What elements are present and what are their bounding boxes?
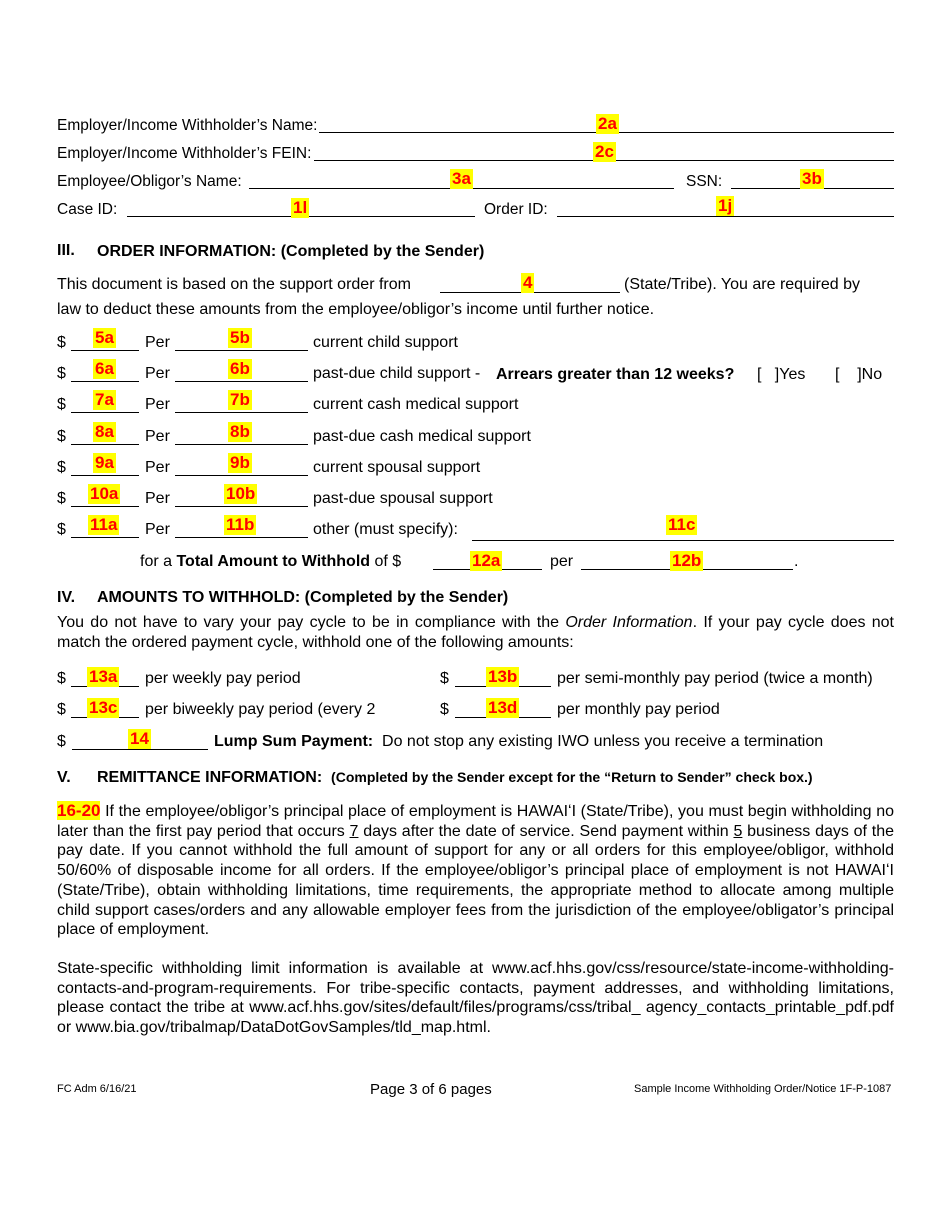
order-row-period-field[interactable] <box>175 412 308 413</box>
biweekly-dollar: $ <box>57 701 66 718</box>
arrears-question-text: Arrears greater than 12 weeks? <box>496 366 735 383</box>
total-period-code: 12b <box>672 551 702 570</box>
biweekly-code: 13c <box>89 698 118 717</box>
order-row-dollar: $ <box>57 365 66 382</box>
arrears-question <box>496 366 734 384</box>
order-row-description: current child support <box>313 334 458 351</box>
total-bold: Total Amount to Withhold <box>176 553 371 570</box>
section5-paragraph2: State-specific withholding limit information is available at www.acf.hhs.gov/css/resource/state-income-withholding-contacts-and-program-requirements. For tribe-specific contacts, payment addresses, and withholding limitations, please contact the tribe at www.acf.hhs.gov/sites/default/files/programs/css/tribal_ agency_contacts_printable_pdf.pdf or www.bia.gov/tribalmap/DataDotGovSamples/tld_map.html. <box>57 960 894 1037</box>
biweekly-text: per biweekly pay period (every 2 <box>145 701 376 718</box>
other-specify-code: 11c <box>668 515 696 534</box>
lump-dollar: $ <box>57 733 66 750</box>
footer-left: FC Adm 6/16/21 <box>57 1083 137 1095</box>
arrears-yes-checkbox[interactable]: [ ]Yes <box>757 366 806 383</box>
order-row-description: current spousal support <box>313 459 481 476</box>
order-row-per: Per <box>145 490 170 507</box>
monthly-code: 13d <box>488 698 518 717</box>
lump-field[interactable] <box>72 749 208 750</box>
lump-bold: Lump Sum Payment: <box>214 733 374 750</box>
order-row-period-code: 9b <box>230 453 250 472</box>
employee-name-label: Employee/Obligor’s Name: <box>57 173 242 190</box>
case-id-code: 1l <box>293 198 308 217</box>
semimonthly-code: 13b <box>488 667 518 686</box>
order-row-description: other (must specify): <box>313 521 458 538</box>
order-row-amount-field[interactable] <box>71 444 139 445</box>
order-row-dollar: $ <box>57 396 66 413</box>
order-row-dollar: $ <box>57 490 66 507</box>
other-specify-field[interactable] <box>472 540 894 541</box>
section5-p1-days: 7 <box>349 822 359 840</box>
order-row-period-field[interactable] <box>175 381 308 382</box>
section3-intro-line1 <box>57 276 411 294</box>
section5-p1-c: business days of the pay date. If you cannot withhold the full amount of support for any or all orders for this employee/obligor, withhold 50/60% of disposable income for all orders. If the employee/obligor’s principal place of employment is not HAWAIʻI (State/Tribe), obtain withholding limitations, time requirements, the appropriate method to allocate among multiple child support cases/orders and any allowable employer fees from the jurisdiction of the employee/obligator’s principal place of employment. <box>57 822 895 939</box>
section3-intro-b: (State/Tribe). You are required by <box>624 276 860 293</box>
case-id-label: Case ID: <box>57 201 118 218</box>
section5-paragraph1 <box>57 801 894 940</box>
order-row-period-code: 5b <box>230 328 250 347</box>
section4-intro <box>57 613 894 653</box>
order-row-period-field[interactable] <box>175 537 308 538</box>
order-row-amount-field[interactable] <box>71 475 139 476</box>
order-row-period-field[interactable] <box>175 444 308 445</box>
order-row-dollar: $ <box>57 334 66 351</box>
order-row-amount-code: 7a <box>95 390 114 409</box>
order-row-per: Per <box>145 396 170 413</box>
section4-intro-a: You do not have to vary your pay cycle to be in compliance with the <box>57 614 566 631</box>
order-row-period-field[interactable] <box>175 506 308 507</box>
section4-intro-b: . If your pay cycle does not match the ordered payment cycle, withhold one of the following amounts: <box>57 614 894 651</box>
section5-p1-b: days after the date of service. Send payment within <box>358 822 734 840</box>
section4-title: AMOUNTS TO WITHHOLD: (Completed by the Sender) <box>97 589 509 606</box>
order-id-field[interactable] <box>557 216 894 217</box>
order-row-period-field[interactable] <box>175 350 308 351</box>
footer-center: Page 3 of 6 pages <box>370 1081 492 1098</box>
section5-title <box>97 769 813 787</box>
section4-intro-italic: Order Information <box>565 614 693 631</box>
total-end: . <box>794 553 799 570</box>
order-row-dollar: $ <box>57 521 66 538</box>
ssn-code: 3b <box>802 169 822 188</box>
total-for: for a <box>140 553 173 570</box>
order-row-amount-field[interactable] <box>71 381 139 382</box>
total-amount-code: 12a <box>472 551 501 570</box>
section3-title: ORDER INFORMATION: (Completed by the Sender) <box>97 243 485 260</box>
arrears-no-checkbox[interactable]: [ ]No <box>835 366 883 383</box>
section5-p1-bdays: 5 <box>733 822 743 840</box>
order-row-period-code: 10b <box>226 484 256 503</box>
order-row-period-code: 6b <box>230 359 250 378</box>
footer-right: Sample Income Withholding Order/Notice 1F-P-1087 <box>634 1083 892 1095</box>
section3-intro-line2: law to deduct these amounts from the employee/obligor’s income until further notice. <box>57 301 655 318</box>
weekly-text: per weekly pay period <box>145 670 301 687</box>
section5-p1-a: If the employee/obligor’s principal place of employment is HAWAIʻI (State/Tribe), you must begin withholding no later than the first pay period that occurs <box>57 803 894 840</box>
order-row-period-code: 8b <box>230 422 250 441</box>
section5-title-main: REMITTANCE INFORMATION: <box>97 769 323 786</box>
order-row-period-field[interactable] <box>175 475 308 476</box>
order-row-description: past-due spousal support <box>313 490 493 507</box>
monthly-text: per monthly pay period <box>557 701 720 718</box>
order-row-period-code: 11b <box>226 515 255 534</box>
order-row-amount-code: 11a <box>90 515 118 534</box>
ssn-label: SSN: <box>686 173 723 190</box>
order-row-amount-code: 5a <box>95 328 114 347</box>
lump-text <box>214 733 823 751</box>
semimonthly-text: per semi-monthly pay period (twice a month) <box>557 670 873 687</box>
order-row-amount-code: 8a <box>95 422 114 441</box>
total-line <box>140 553 401 571</box>
employer-fein-code: 2c <box>595 142 614 161</box>
arrears-no-label: No <box>861 366 883 383</box>
semimonthly-dollar: $ <box>440 670 449 687</box>
order-row-per: Per <box>145 428 170 445</box>
section5-title-small: (Completed by the Sender except for the “Return to Sender” check box.) <box>331 769 813 785</box>
weekly-code: 13a <box>89 667 118 686</box>
total-per: per <box>550 553 574 570</box>
monthly-dollar: $ <box>440 701 449 718</box>
order-row-description: current cash medical support <box>313 396 519 413</box>
order-row-per: Per <box>145 459 170 476</box>
arrears-yes-label: Yes <box>779 366 806 383</box>
order-row-period-code: 7b <box>230 390 250 409</box>
order-row-dollar: $ <box>57 459 66 476</box>
section3-intro-a: This document is based on the support order from <box>57 276 411 293</box>
section5-number: V. <box>57 769 71 786</box>
order-row-amount-field[interactable] <box>71 350 139 351</box>
order-row-amount-field[interactable] <box>71 506 139 507</box>
state-code: 4 <box>523 273 533 292</box>
employer-name-label: Employer/Income Withholder’s Name: <box>57 117 318 134</box>
order-id-code: 1j <box>718 196 733 215</box>
order-row-per: Per <box>145 334 170 351</box>
order-row-description: past-due cash medical support <box>313 428 531 445</box>
lump-desc: Do not stop any existing IWO unless you receive a termination <box>382 733 824 750</box>
order-row-amount-field[interactable] <box>71 412 139 413</box>
weekly-dollar: $ <box>57 670 66 687</box>
order-row-amount-code: 9a <box>95 453 114 472</box>
order-row-amount-code: 6a <box>95 359 114 378</box>
order-row-dollar: $ <box>57 428 66 445</box>
order-row-description: past-due child support - <box>313 365 481 382</box>
order-row-per: Per <box>145 521 170 538</box>
order-row-amount-code: 10a <box>90 484 119 503</box>
lump-code: 14 <box>130 729 149 748</box>
employee-name-code: 3a <box>452 169 471 188</box>
order-id-label: Order ID: <box>484 201 548 218</box>
order-row-amount-field[interactable] <box>71 537 139 538</box>
section3-number: III. <box>57 242 75 259</box>
employer-name-code: 2a <box>598 114 617 133</box>
employer-fein-label: Employer/Income Withholder’s FEIN: <box>57 145 312 162</box>
total-of: of $ <box>374 553 402 570</box>
section5-code: 16-20 <box>57 801 101 820</box>
order-row-per: Per <box>145 365 170 382</box>
section4-number: IV. <box>57 589 76 606</box>
